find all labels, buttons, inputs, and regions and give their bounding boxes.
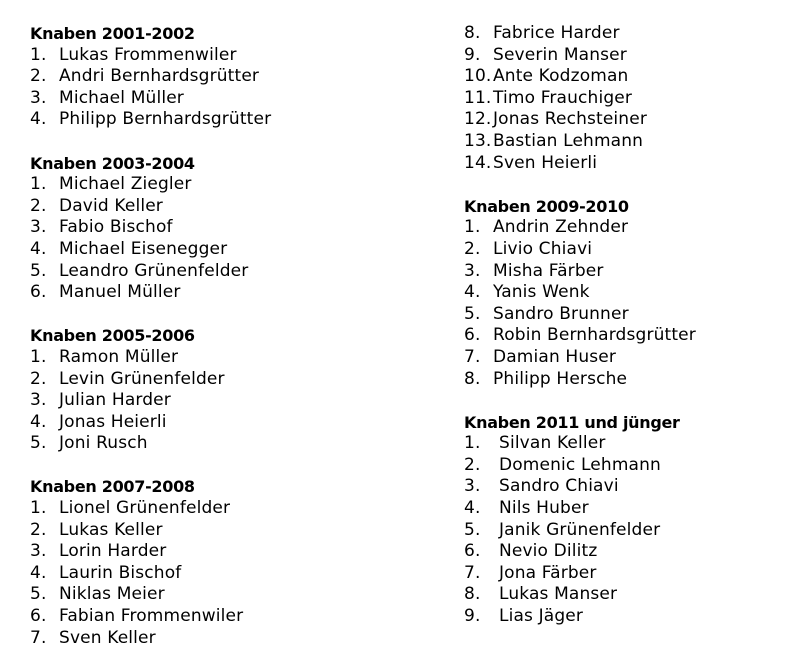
rank-number: 8.	[464, 368, 481, 389]
list-item	[464, 520, 794, 542]
athlete-name: Jona Färber	[499, 562, 597, 583]
right-column	[464, 23, 794, 649]
list-item	[30, 282, 450, 304]
athlete-name: Sandro Brunner	[493, 303, 629, 324]
athlete-name: Livio Chiavi	[493, 238, 593, 259]
rank-number: 6.	[464, 325, 481, 346]
list-item	[464, 498, 794, 520]
list-item	[30, 196, 450, 218]
group-heading: Knaben 2001-2002	[30, 24, 195, 43]
list-item	[464, 347, 794, 369]
list-item	[30, 606, 450, 628]
athlete-name: Joni Rusch	[59, 433, 148, 454]
group-heading: Knaben 2011 und jünger	[464, 412, 680, 432]
rank-number: 1.	[464, 217, 481, 238]
list-item	[30, 174, 450, 196]
ranking-list	[464, 217, 794, 390]
rank-number: 14.	[464, 152, 492, 173]
ranking-list	[30, 174, 450, 304]
rank-number: 4.	[30, 562, 47, 583]
athlete-name: Philipp Bernhardsgrütter	[59, 109, 272, 130]
athlete-name: Michael Müller	[59, 87, 184, 108]
rank-number: 7.	[464, 346, 481, 367]
athlete-name: Laurin Bischof	[59, 562, 182, 583]
group-heading: Knaben 2007-2008	[30, 477, 195, 497]
group-knaben-2009-2010	[464, 196, 794, 390]
group-knaben-2007-2008-continued	[464, 23, 794, 174]
rank-number: 3.	[30, 390, 47, 411]
list-item	[30, 412, 450, 434]
rank-number: 4.	[30, 238, 47, 259]
rank-number: 5.	[30, 584, 47, 605]
list-item	[464, 606, 794, 628]
athlete-name: Bastian Lehmann	[493, 130, 644, 151]
athlete-name: Damian Huser	[493, 346, 617, 367]
ranking-list	[464, 433, 794, 627]
list-item	[30, 261, 450, 283]
list-item	[30, 217, 450, 239]
list-item	[464, 541, 794, 563]
athlete-name: Lukas Frommenwiler	[59, 44, 237, 65]
athlete-name: Andrin Zehnder	[493, 217, 629, 238]
athlete-name: Leandro Grünenfelder	[59, 260, 249, 281]
athlete-name: Philipp Hersche	[493, 368, 628, 389]
group-heading: Knaben 2005-2006	[30, 326, 195, 346]
athlete-name: Jonas Rechsteiner	[493, 109, 647, 130]
list-item	[30, 541, 450, 563]
list-item	[30, 390, 450, 412]
left-column	[30, 23, 450, 671]
athlete-name: Sandro Chiavi	[499, 476, 619, 497]
rank-number: 3.	[30, 217, 47, 238]
rank-number: 10.	[464, 66, 492, 87]
rank-number: 7.	[464, 562, 481, 583]
list-item	[30, 239, 450, 261]
list-item	[464, 109, 794, 131]
rank-number: 5.	[464, 303, 481, 324]
athlete-name: Manuel Müller	[59, 282, 181, 303]
list-item	[30, 88, 450, 110]
ranking-list	[30, 347, 450, 455]
athlete-name: Ramon Müller	[59, 346, 179, 367]
rank-number: 11.	[464, 87, 492, 108]
list-item	[30, 433, 450, 455]
list-item	[464, 563, 794, 585]
group-heading: Knaben 2003-2004	[30, 153, 195, 173]
rank-number: 8.	[464, 23, 481, 43]
athlete-name: Lias Jäger	[499, 606, 584, 627]
rank-number: 5.	[30, 260, 47, 281]
athlete-name: Jonas Heierli	[59, 411, 167, 432]
list-item	[30, 45, 450, 67]
list-item	[464, 23, 794, 45]
list-item	[464, 455, 794, 477]
athlete-name: Michael Eisenegger	[59, 238, 228, 259]
rank-number: 1.	[464, 433, 481, 454]
athlete-name: Lionel Grünenfelder	[59, 498, 231, 519]
ranking-list	[30, 45, 450, 131]
group-knaben-2003-2004	[30, 153, 450, 304]
athlete-name: Lukas Manser	[499, 584, 618, 605]
ranking-list	[30, 498, 450, 649]
ranking-list	[464, 23, 794, 174]
rank-number: 5.	[464, 519, 481, 540]
list-item	[464, 282, 794, 304]
list-item	[464, 217, 794, 239]
rank-number: 6.	[30, 606, 47, 627]
rank-number: 6.	[464, 541, 481, 562]
rank-number: 1.	[30, 498, 47, 519]
list-item	[464, 45, 794, 67]
athlete-name: Robin Bernhardsgrütter	[493, 325, 696, 346]
list-item	[464, 261, 794, 283]
rank-number: 13.	[464, 130, 492, 151]
rank-number: 1.	[30, 346, 47, 367]
athlete-name: Fabio Bischof	[59, 217, 173, 238]
list-item	[464, 239, 794, 261]
athlete-name: Timo Frauchiger	[493, 87, 633, 108]
athlete-name: Julian Harder	[59, 390, 171, 411]
list-item	[464, 433, 794, 455]
list-item	[464, 369, 794, 391]
list-item	[464, 304, 794, 326]
rank-number: 3.	[464, 476, 481, 497]
rank-number: 2.	[464, 454, 481, 475]
list-item	[30, 109, 450, 131]
athlete-name: Niklas Meier	[59, 584, 165, 605]
list-item	[464, 476, 794, 498]
athlete-name: Lorin Harder	[59, 541, 167, 562]
athlete-name: Yanis Wenk	[493, 282, 590, 303]
rank-number: 12.	[464, 109, 492, 130]
rank-number: 4.	[464, 498, 481, 519]
list-item	[30, 66, 450, 88]
athlete-name: David Keller	[59, 195, 163, 216]
athlete-name: Fabrice Harder	[493, 23, 620, 43]
rank-number: 5.	[30, 433, 47, 454]
group-knaben-2001-2002	[30, 23, 450, 131]
rank-number: 9.	[464, 44, 481, 65]
list-item	[464, 88, 794, 110]
athlete-name: Ante Kodzoman	[493, 66, 629, 87]
group-knaben-2005-2006	[30, 325, 450, 455]
rank-number: 2.	[30, 519, 47, 540]
rank-number: 4.	[30, 109, 47, 130]
rank-number: 6.	[30, 282, 47, 303]
group-knaben-2011-und-juenger	[464, 412, 794, 628]
list-item	[30, 628, 450, 650]
list-item	[30, 563, 450, 585]
rank-number: 2.	[30, 368, 47, 389]
athlete-name: Sven Heierli	[493, 152, 598, 173]
athlete-name: Janik Grünenfelder	[499, 519, 661, 540]
athlete-name: Domenic Lehmann	[499, 454, 661, 475]
rank-number: 3.	[30, 87, 47, 108]
athlete-name: Silvan Keller	[499, 433, 606, 454]
athlete-name: Fabian Frommenwiler	[59, 606, 244, 627]
rank-number: 1.	[30, 174, 47, 195]
list-item	[30, 520, 450, 542]
list-item	[464, 66, 794, 88]
athlete-name: Michael Ziegler	[59, 174, 192, 195]
list-item	[30, 369, 450, 391]
group-knaben-2007-2008	[30, 476, 450, 649]
list-item	[464, 131, 794, 153]
athlete-name: Sven Keller	[59, 627, 156, 648]
athlete-name: Misha Färber	[493, 260, 604, 281]
rank-number: 4.	[30, 411, 47, 432]
rank-number: 3.	[30, 541, 47, 562]
athlete-name: Levin Grünenfelder	[59, 368, 225, 389]
list-item	[30, 347, 450, 369]
rank-number: 7.	[30, 627, 47, 648]
rank-number: 2.	[30, 195, 47, 216]
rank-number: 1.	[30, 44, 47, 65]
group-heading: Knaben 2009-2010	[464, 196, 629, 216]
rank-number: 2.	[30, 66, 47, 87]
list-item	[464, 584, 794, 606]
list-item	[30, 584, 450, 606]
athlete-name: Lukas Keller	[59, 519, 163, 540]
athlete-name: Nils Huber	[499, 498, 589, 519]
rank-number: 8.	[464, 584, 481, 605]
athlete-name: Severin Manser	[493, 44, 627, 65]
list-item	[30, 498, 450, 520]
list-item	[464, 153, 794, 175]
athlete-name: Andri Bernhardsgrütter	[59, 66, 260, 87]
athlete-name: Nevio Dilitz	[499, 541, 598, 562]
rank-number: 2.	[464, 238, 481, 259]
rank-number: 3.	[464, 260, 481, 281]
rank-number: 9.	[464, 606, 481, 627]
list-item	[464, 325, 794, 347]
rank-number: 4.	[464, 282, 481, 303]
